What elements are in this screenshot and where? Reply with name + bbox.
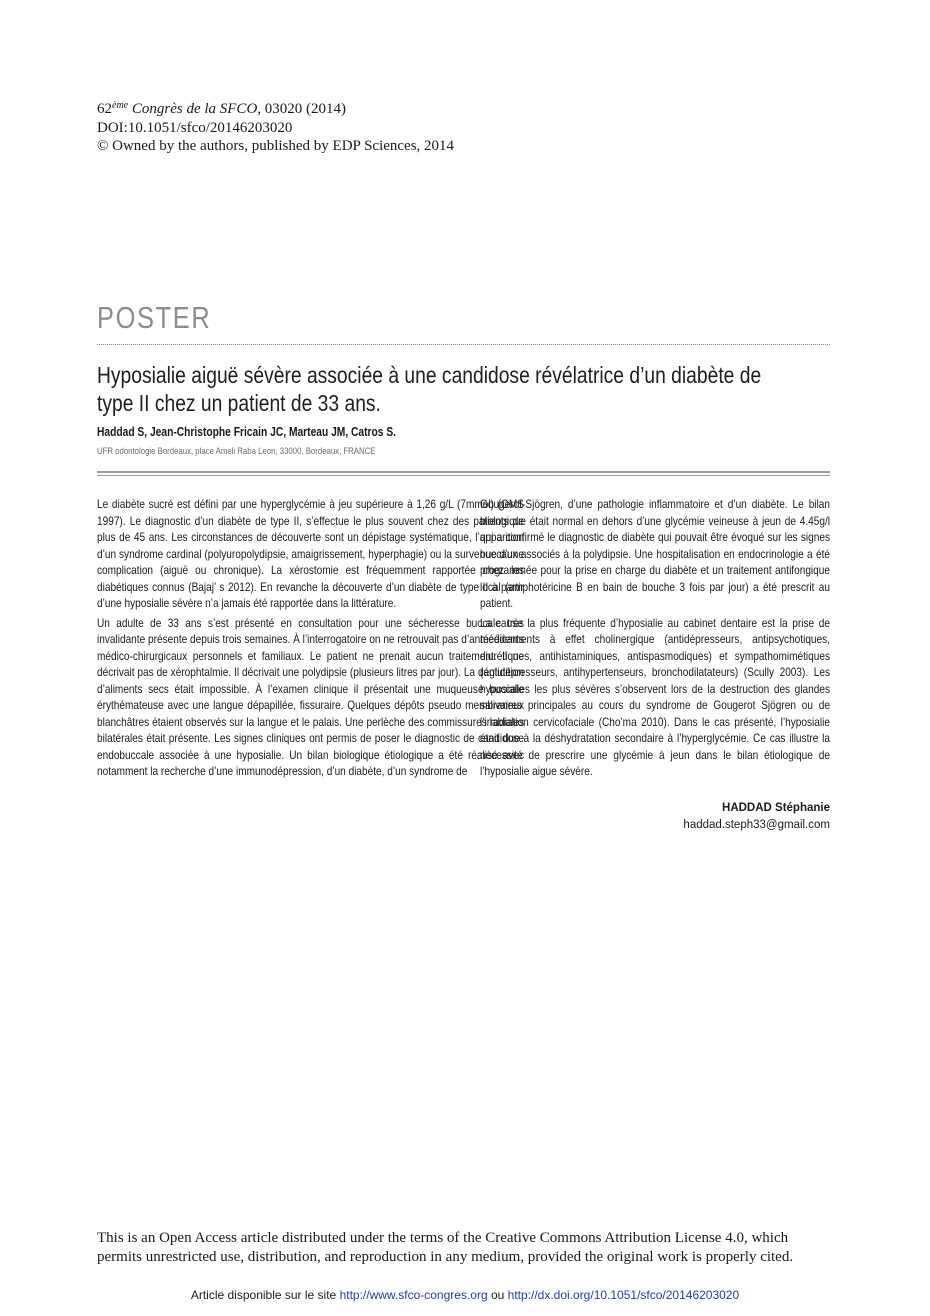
paragraph: Gougerot-Sjögren, d’une pathologie inflammatoire et d’un diabète. Le bilan biologique était normal en dehors d’une glycémie veineuse à jeun de 4.45g/l qui a confirmé le diagnostic de diabète qui pouvait être évoqué sur les signes buccaux associés à la polydipsie. Une hospitalisation en endocrinologie a été programmée pour la prise en charge du diabète et un traitement antifongique local (amphotéricine B en bain de bouche 3 fois par jour) a été prescrit au patient. xyxy=(480,497,830,610)
congress-name: Congrès de la SFCO xyxy=(131,101,258,117)
doi-link[interactable]: http://dx.doi.org/10.1051/sfco/20146203020 xyxy=(507,1288,740,1302)
signature-name: HADDAD Stéphanie xyxy=(722,802,830,814)
title-line-2: type II chez un patient de 33 ans. xyxy=(97,390,381,416)
body-column-right xyxy=(480,496,830,783)
license-notice xyxy=(97,1229,837,1267)
issue-ref: , 03020 (2014) xyxy=(257,101,347,117)
paragraph: La cause la plus fréquente d’hyposialie au cabinet dentaire est la prise de médicaments à effet cholinergique (antidépresseurs, antipsychotiques, diurétiques, antihistaminiques, antispasmodiques) et sympathomimétiques (antidépresseurs, antihypertenseurs, bronchodilatateurs) (Scully 2003). Les hyposialies les plus sévères s’observent lors de la destruction des glandes salivaires principales au cours du syndrome de Gougerot Sjögren ou de l’irradiation cervicofaciale (Cho’ma 2010). Dans le cas présenté, l’hyposialie était due à la déshydratation secondaire à l’hyperglycémie. Ce cas illustre la nécessité de prescrire une glycémie à jeun dans le bilan étiologique de l’hyposialie aigue sévère. xyxy=(480,615,830,778)
body-column-left xyxy=(97,496,524,783)
article-title xyxy=(97,361,835,417)
paragraph: Un adulte de 33 ans s’est présenté en consultation pour une sécheresse buccale très invalidante présente depuis trois semaines. À l’interrogatoire on ne retrouvait pas d’antécédents médico-chirurgicaux personnels et familiaux. Le patient ne prenait aucun traitement. Il ne décrivait pas de xérophtalmie. Il décrivait une polydipsie (plusieurs litres par jour). La déglutition d’aliments secs était impossible. À l’examen clinique il présentait une muqueuse buccale érythémateuse avec une langue dépapillée, fissuraire. Quelques dépôts pseudo membraneux blanchâtres étaient observés sur la langue et le palais. Une perlèche des commissures labiales bilatérales était présente. Les signes cliniques ont permis de poser le diagnostic de candidose endobuccale associée à une hyposialie. Un bilan biologique étiologique a été réalisé avec notamment la recherche d’une immunodépression, d’un diabète, d’un syndrome de xyxy=(97,615,524,778)
journal-citation xyxy=(97,100,454,119)
copyright-line: © Owned by the authors, published by EDP Sciences, 2014 xyxy=(97,138,455,154)
paragraph: Le diabète sucré est défini par une hyperglycémie à jeu supérieure à 1,26 g/L (7mmol) (OMS 1997). Le diagnostic d’un diabète de type II, s’effectue le plus souvent chez des patients de plus de 45 ans. Les circonstances de découverte sont un dépistage systématique, l’apparition d’un syndrome cardinal (polyuropolydipsie, amaigrissement, hyperphagie) ou la survenue d’une complication (aiguë ou chronique). La xérostomie est fréquemment rapportée chez les diabétiques connus (Bajaj’ s 2012). En revanche la découverte d’un diabète de type II à partir d’une hyposialie sévère n’a jamais été rapportée dans la littérature. xyxy=(97,497,524,610)
dotted-divider xyxy=(97,344,830,345)
section-label: POSTER xyxy=(97,300,212,335)
footer-separator: ou xyxy=(487,1288,508,1302)
author-list: Haddad S, Jean-Christophe Fricain JC, Marteau JM, Catros S. xyxy=(97,425,397,439)
signature-email[interactable]: haddad.steph33@gmail.com xyxy=(683,819,830,831)
footer-prefix: Article disponible sur le site xyxy=(190,1288,340,1302)
journal-header xyxy=(97,100,454,156)
footer xyxy=(0,1288,930,1302)
issue-ordinal: 62 xyxy=(97,101,112,117)
double-divider-bottom xyxy=(97,475,830,476)
author-signature xyxy=(560,800,830,834)
license-line-2: permits unrestricted use, distribution, and reproduction in any medium, provided the original work is properly cited. xyxy=(97,1249,794,1265)
double-divider-top xyxy=(97,471,830,473)
sfco-site-link[interactable]: http://www.sfco-congres.org xyxy=(339,1288,488,1302)
affiliation: UFR odontologie Bordeaux, place Ameli Raba Leon, 33000, Bordeaux, FRANCE xyxy=(97,446,376,457)
doi-line: DOI:10.1051/sfco/20146203020 xyxy=(97,119,293,136)
issue-superscript: ème xyxy=(112,100,129,111)
title-line-1: Hyposialie aiguë sévère associée à une candidose révélatrice d’un diabète de xyxy=(97,362,762,388)
license-line-1: This is an Open Access article distributed under the terms of the Creative Commons Attribution License 4.0, which xyxy=(97,1230,789,1246)
